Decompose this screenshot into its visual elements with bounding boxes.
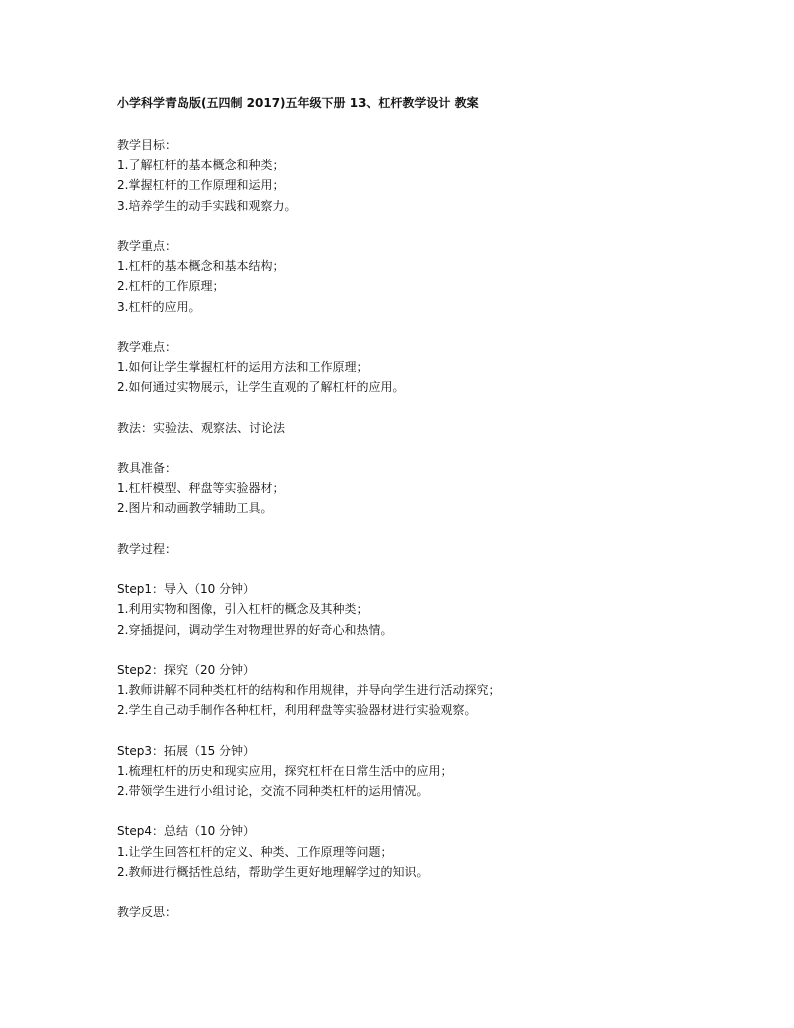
key-points-heading: 教学重点： xyxy=(117,238,178,253)
material-item: 1.杠杆模型、秤盘等实验器材； xyxy=(117,481,285,496)
objective-item: 2.掌握杠杆的工作原理和运用； xyxy=(117,178,285,193)
difficulties-heading: 教学难点： xyxy=(117,339,178,354)
difficulty-item: 2.如何通过实物展示，让学生直观的了解杠杆的应用。 xyxy=(117,380,405,395)
key-point-item: 1.杠杆的基本概念和基本结构； xyxy=(117,259,285,274)
spacer xyxy=(117,519,757,539)
spacer xyxy=(117,216,757,236)
reflection-heading: 教学反思： xyxy=(117,905,178,920)
document-title: 小学科学青岛版(五四制 2017)五年级下册 13、杠杆教学设计 教案 xyxy=(117,96,479,110)
key-point-item: 2.杠杆的工作原理； xyxy=(117,279,225,294)
objectives-heading: 教学目标： xyxy=(117,138,178,152)
step-heading: Step1：导入（10 分钟） xyxy=(117,582,256,597)
spacer xyxy=(117,559,757,579)
step-heading: Step3：拓展（15 分钟） xyxy=(117,743,256,758)
difficulty-item: 1.如何让学生掌握杠杆的运用方法和工作原理； xyxy=(117,360,369,375)
step-heading: Step4：总结（10 分钟） xyxy=(117,824,256,839)
objective-item: 1.了解杠杆的基本概念和种类； xyxy=(117,158,285,173)
spacer xyxy=(117,438,757,458)
step-item: 1.让学生回答杠杆的定义、种类、工作原理等问题； xyxy=(117,844,393,859)
key-point-item: 3.杠杆的应用。 xyxy=(117,299,201,314)
spacer xyxy=(117,317,757,337)
spacer xyxy=(117,882,757,902)
spacer xyxy=(117,720,757,740)
step-heading: Step2：探究（20 分钟） xyxy=(117,662,256,677)
spacer xyxy=(117,640,757,660)
materials-heading: 教具准备： xyxy=(117,461,178,475)
process-heading: 教学过程： xyxy=(117,541,178,556)
step-item: 1.利用实物和图像，引入杠杆的概念及其种类； xyxy=(117,602,369,617)
step-item: 2.穿插提问，调动学生对物理世界的好奇心和热情。 xyxy=(117,622,393,637)
step-item: 2.学生自己动手制作各种杠杆，利用秤盘等实验器材进行实验观察。 xyxy=(117,703,477,718)
teaching-methods: 教法：实验法、观察法、讨论法 xyxy=(117,420,286,435)
objective-item: 3.培养学生的动手实践和观察力。 xyxy=(117,198,297,213)
step-item: 1.梳理杠杆的历史和现实应用，探究杠杆在日常生活中的应用； xyxy=(117,763,453,778)
spacer xyxy=(117,397,757,417)
step-item: 2.带领学生进行小组讨论，交流不同种类杠杆的运用情况。 xyxy=(117,784,429,798)
step-item: 2.教师进行概括性总结，帮助学生更好地理解学过的知识。 xyxy=(117,864,429,879)
document-body xyxy=(117,135,757,922)
material-item: 2.图片和动画教学辅助工具。 xyxy=(117,501,273,516)
spacer xyxy=(117,801,757,821)
step-item: 1.教师讲解不同种类杠杆的结构和作用规律，并导向学生进行活动探究； xyxy=(117,683,501,698)
